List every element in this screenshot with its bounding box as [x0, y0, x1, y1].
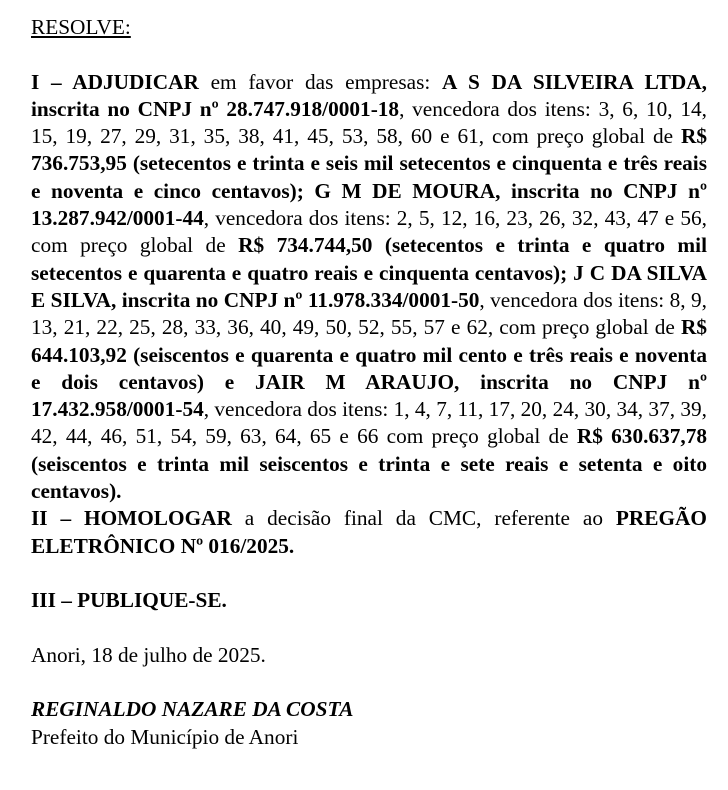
clause-publique-label: III – PUBLIQUE-SE. — [31, 588, 227, 613]
pregao-reference: PREGÃO ELETRÔNICO Nº 016/2025. — [31, 506, 707, 558]
clause-homologar — [31, 505, 707, 560]
company-3-items: , vencedora dos itens: 8, 9, 13, 21, 22, 25, 28, 33, 36, 40, 49, 50, 52, 55, 57 e 62, com preço global de — [31, 287, 707, 340]
spacer — [31, 669, 707, 696]
company-2-items: , vencedora dos itens: 2, 5, 12, 16, 23, 26, 32, 43, 47 e 56, com preço global de — [31, 206, 707, 258]
price-2-and-company-3: R$ 734.744,50 (setecentos e trinta e quatro mil setecentos e quarenta e quatro reais e cinquenta centavos); J C DA SILVA E SILVA, inscrita no CNPJ nº 11.978.334/0001-50 — [31, 233, 707, 312]
price-3-and-company-4: R$ 644.103,92 (seiscentos e quarenta e quatro mil cento e três reais e noventa e dois centavos) e JAIR M ARAUJO, inscrita no CNPJ nº 17.432.958/0001-54 — [31, 315, 707, 422]
spacer — [31, 41, 707, 68]
spacer — [31, 560, 707, 587]
company-1-items: , vencedora dos itens: 3, 6, 10, 14, 15, 19, 27, 29, 31, 35, 38, 41, 45, 53, 58, 60 e 61, com preço global de — [31, 96, 707, 149]
price-1-and-company-2: R$ 736.753,95 (setecentos e trinta e seis mil setecentos e cinquenta e três reais e noventa e cinco centavos); G M DE MOURA, inscrita no CNPJ nº 13.287.942/0001-44 — [31, 124, 707, 231]
clause-adjudicar — [31, 69, 707, 506]
clause-publique — [31, 587, 707, 614]
clause-text: em favor das empresas: — [198, 69, 443, 94]
signer-name: REGINALDO NAZARE DA COSTA — [31, 697, 354, 722]
signer-title: Prefeito do Município de Anori — [31, 724, 299, 749]
clause-homologar-label: II – HOMOLOGAR — [31, 506, 232, 531]
spacer — [31, 615, 707, 642]
document-body — [31, 14, 707, 751]
clause-adjudicar-label: I – ADJUDICAR — [31, 69, 199, 94]
company-1: A S DA SILVEIRA LTDA, inscrita no CNPJ nº 28.747.918/0001-18 — [31, 69, 707, 121]
resolve-heading: RESOLVE: — [31, 15, 131, 39]
price-4: R$ 630.637,78 (seiscentos e trinta mil seiscentos e trinta e sete reais e setenta e oito centavos). — [31, 424, 707, 504]
company-4-items: , vencedora dos itens: 1, 4, 7, 11, 17, 20, 24, 30, 34, 37, 39, 42, 44, 46, 51, 54, 59, 63, 64, 65 e 66 com preço global de — [31, 397, 707, 449]
place-date: Anori, 18 de julho de 2025. — [31, 642, 266, 667]
clause-homologar-text: a decisão final da CMC, referente ao — [231, 506, 616, 531]
